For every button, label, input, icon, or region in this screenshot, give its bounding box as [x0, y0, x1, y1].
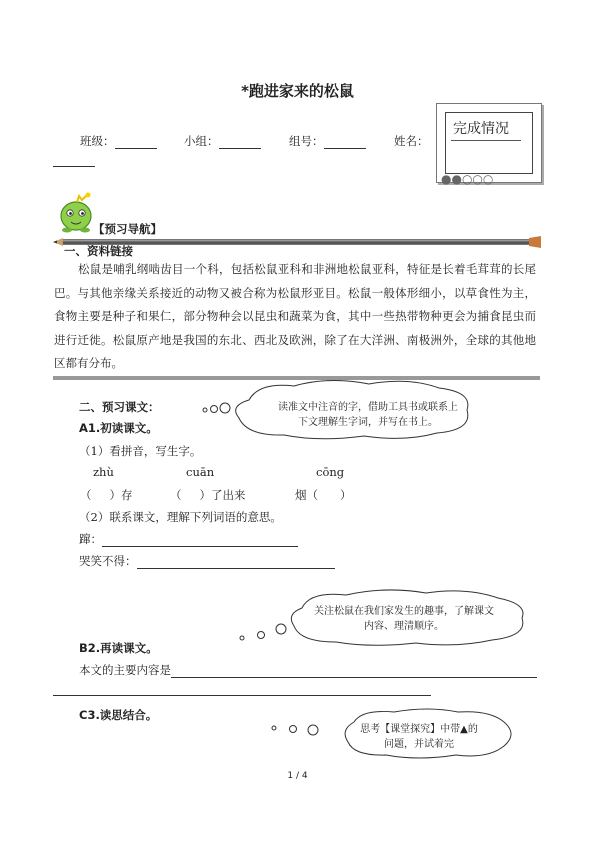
word1-blank[interactable]	[102, 534, 298, 547]
char-blank-3[interactable]	[295, 487, 352, 503]
group-label: 小组：	[184, 134, 219, 148]
char-blank-1[interactable]	[80, 487, 133, 503]
group-field[interactable]	[184, 133, 261, 149]
tip-cloud-3-text: 思考【课堂探究】中带▲的问题，并试着完	[360, 724, 478, 750]
page-number: 1 / 4	[287, 771, 308, 781]
b2-title: B2.再读课文。	[79, 641, 158, 655]
name-field[interactable]	[394, 133, 429, 149]
word2-blank[interactable]	[137, 556, 335, 569]
pinyin-2: cuān	[186, 465, 215, 479]
b2-blank[interactable]	[171, 665, 537, 678]
class-blank[interactable]	[115, 136, 157, 149]
pinyin-3: cōng	[316, 465, 345, 479]
q1-text: （1）看拼音，写生字。	[79, 444, 202, 458]
mascot-icon	[57, 192, 95, 234]
section1-paragraph: 松鼠是哺乳纲啮齿目一个科，包括松鼠亚科和非洲地松鼠亚科，特征是长着毛茸茸的长尾巴。与其他亲缘关系接近的动物又被合称为松鼠形亚目。松鼠一般体形细小，以草食性为主，食物主要是种子和果仁，部分物种会以昆虫和蔬菜为食，其中一些热带物种更会为捕食昆虫而进行迁徙。松鼠原产地是我国的东北、西北及欧洲，除了在大洋洲、南极洲外，全球的其他地区都有分布。	[54, 262, 536, 370]
section2-title: 二、预习课文：	[79, 400, 160, 414]
paren-close-word: ）存	[109, 488, 133, 502]
q2-text: （2）联系课文，理解下列词语的意思。	[79, 510, 282, 524]
paren-close-word: ）了出来	[199, 488, 246, 502]
b2-blank-line2[interactable]	[53, 695, 431, 696]
paren-open: （	[80, 488, 92, 502]
b2-field[interactable]	[79, 662, 537, 678]
paren-close: ）	[340, 488, 352, 502]
a1-title: A1.初读课文。	[79, 421, 158, 435]
word1-field[interactable]	[79, 531, 298, 547]
page-title: *跑进家来的松鼠	[241, 82, 354, 100]
decor-balls-icon: ●●○○○	[441, 172, 494, 186]
preview-heading: 【预习导航】	[93, 222, 162, 236]
group-no-field[interactable]	[289, 133, 366, 149]
word2-label: 哭笑不得：	[79, 554, 137, 568]
word-paren-open: 烟（	[295, 488, 318, 502]
b2-prompt: 本文的主要内容是	[79, 663, 171, 677]
group-blank[interactable]	[219, 136, 261, 149]
char-blank-2[interactable]	[170, 487, 246, 503]
completion-status-box	[436, 103, 542, 186]
word2-field[interactable]	[79, 553, 335, 569]
name-blank[interactable]	[53, 166, 95, 167]
class-label: 班级：	[80, 134, 115, 148]
name-label: 姓名：	[394, 134, 429, 148]
word1-label: 蹿：	[79, 532, 102, 546]
tip-cloud-2-text: 关注松鼠在我们家发生的趣事，了解课文内容、理清顺序。	[314, 606, 494, 632]
class-field[interactable]	[80, 133, 157, 149]
paren-open: （	[170, 488, 182, 502]
status-label: 完成情况	[453, 121, 509, 137]
section1-title: 一、资料链接	[64, 244, 133, 258]
status-divider	[451, 140, 521, 141]
tip-cloud-1-text: 读准文中注音的字，借助工具书或联系上下文理解生字词，并写在书上。	[278, 402, 458, 428]
group-no-label: 组号：	[289, 134, 324, 148]
c3-title: C3.读思结合。	[79, 708, 158, 722]
pinyin-1: zhù	[93, 465, 114, 479]
group-no-blank[interactable]	[324, 136, 366, 149]
